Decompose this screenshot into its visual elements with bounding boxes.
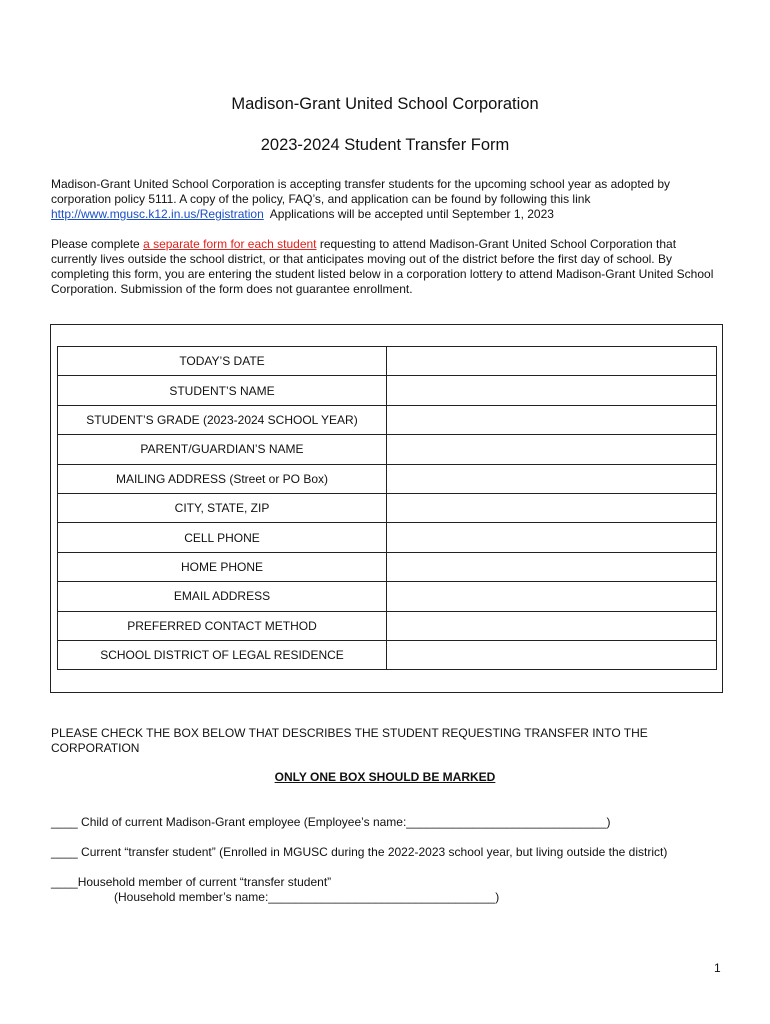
option-employee-child[interactable]: ____ Child of current Madison-Grant employee (Employee’s name:______________________________): [51, 815, 611, 829]
form-row: [58, 493, 717, 522]
deadline-text: Applications will be accepted until September 1, 2023: [263, 207, 554, 221]
form-row: [58, 405, 717, 434]
field-label: PREFERRED CONTACT METHOD: [58, 611, 387, 640]
field-input[interactable]: [387, 582, 717, 611]
field-input[interactable]: [387, 552, 717, 581]
form-row: [58, 552, 717, 581]
field-label: MAILING ADDRESS (Street or PO Box): [58, 464, 387, 493]
field-input[interactable]: [387, 464, 717, 493]
form-row: [58, 435, 717, 464]
instructions-lead: Please complete: [51, 237, 144, 251]
checkbox-instruction: PLEASE CHECK THE BOX BELOW THAT DESCRIBES THE STUDENT REQUESTING TRANSFER INTO THE CORPORATION: [51, 726, 648, 755]
field-input[interactable]: [387, 405, 717, 434]
household-member-name-line[interactable]: (Household member’s name:__________________________________): [114, 890, 500, 904]
separate-form-highlight: a separate form for each student: [143, 237, 317, 251]
field-input[interactable]: [387, 523, 717, 552]
form-row: [58, 523, 717, 552]
one-box-note: ONLY ONE BOX SHOULD BE MARKED: [274, 770, 496, 784]
option-current-transfer-student[interactable]: ____ Current “transfer student” (Enrolled in MGUSC during the 2022-2023 school year, but living outside the district): [51, 845, 668, 859]
field-label: TODAY’S DATE: [58, 347, 387, 376]
option-household-member[interactable]: ____Household member of current “transfer student”: [51, 875, 332, 889]
form-title: 2023-2024 Student Transfer Form: [260, 136, 510, 154]
field-input[interactable]: [387, 611, 717, 640]
instructions-paragraph: [51, 237, 723, 297]
intro-paragraph: [51, 177, 723, 222]
field-input[interactable]: [387, 435, 717, 464]
instructions-body: requesting to attend Madison-Grant United School Corporation that currently lives outside the school district, or that anticipates moving out of the district before the first day of school. By completing this form, you are entering the student listed below in a corporation lottery to attend Madison-Grant United School Corporation. Submission of the form does not guarantee enrollment.: [51, 237, 714, 296]
field-input[interactable]: [387, 493, 717, 522]
form-row: [58, 347, 717, 376]
form-row: [58, 376, 717, 405]
field-label: EMAIL ADDRESS: [58, 582, 387, 611]
field-label: PARENT/GUARDIAN’S NAME: [58, 435, 387, 464]
field-label: SCHOOL DISTRICT OF LEGAL RESIDENCE: [58, 640, 387, 669]
field-input[interactable]: [387, 640, 717, 669]
page-number: 1: [714, 961, 721, 975]
field-label: STUDENT’S GRADE (2023-2024 SCHOOL YEAR): [58, 405, 387, 434]
student-info-table: [57, 346, 717, 670]
field-input[interactable]: [387, 376, 717, 405]
form-row: [58, 464, 717, 493]
field-label: CELL PHONE: [58, 523, 387, 552]
registration-link[interactable]: http://www.mgusc.k12.in.us/Registration: [51, 207, 264, 221]
form-row: [58, 611, 717, 640]
form-row: [58, 640, 717, 669]
field-label: CITY, STATE, ZIP: [58, 493, 387, 522]
organization-title: Madison-Grant United School Corporation: [231, 95, 539, 113]
field-label: HOME PHONE: [58, 552, 387, 581]
intro-text: Madison-Grant United School Corporation is accepting transfer students for the upcoming school year as adopted by corporation policy 5111. A copy of the policy, FAQ’s, and application can be found by following this link: [51, 177, 671, 206]
field-input[interactable]: [387, 347, 717, 376]
form-row: [58, 582, 717, 611]
field-label: STUDENT’S NAME: [58, 376, 387, 405]
